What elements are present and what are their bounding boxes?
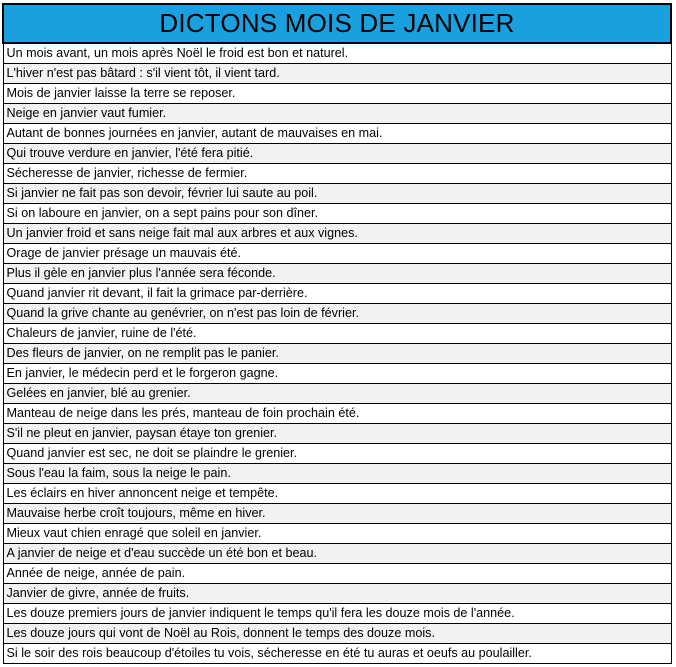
table-row bbox=[3, 464, 671, 484]
table-row bbox=[3, 384, 671, 404]
proverbs-table-body bbox=[3, 4, 671, 664]
table-row bbox=[3, 204, 671, 224]
proverb-cell[interactable]: Des fleurs de janvier, on ne remplit pas le panier. bbox=[3, 344, 671, 364]
proverb-cell[interactable]: Année de neige, année de pain. bbox=[3, 564, 671, 584]
proverb-cell[interactable]: Un janvier froid et sans neige fait mal aux arbres et aux vignes. bbox=[3, 224, 671, 244]
table-row bbox=[3, 424, 671, 444]
proverb-cell[interactable]: Janvier de givre, année de fruits. bbox=[3, 584, 671, 604]
table-row bbox=[3, 344, 671, 364]
proverb-cell[interactable]: Quand janvier est sec, ne doit se plaindre le grenier. bbox=[3, 444, 671, 464]
proverb-cell[interactable]: Les douze premiers jours de janvier indiquent le temps qu'il fera les douze mois de l'année. bbox=[3, 604, 671, 624]
proverb-cell[interactable]: Mieux vaut chien enragé que soleil en janvier. bbox=[3, 524, 671, 544]
proverb-cell[interactable]: L'hiver n'est pas bâtard : s'il vient tôt, il vient tard. bbox=[3, 64, 671, 84]
proverb-cell[interactable]: Un mois avant, un mois après Noël le froid est bon et naturel. bbox=[3, 43, 671, 64]
proverb-cell[interactable]: Gelées en janvier, blé au grenier. bbox=[3, 384, 671, 404]
table-title[interactable]: DICTONS MOIS DE JANVIER bbox=[3, 4, 671, 43]
table-row bbox=[3, 264, 671, 284]
table-row bbox=[3, 404, 671, 424]
proverb-cell[interactable]: Si le soir des rois beaucoup d'étoiles tu vois, sécheresse en été tu auras et oeufs au poulailler. bbox=[3, 644, 671, 664]
proverb-cell[interactable]: Plus il gèle en janvier plus l'année sera féconde. bbox=[3, 264, 671, 284]
table-row bbox=[3, 84, 671, 104]
proverb-cell[interactable]: Mois de janvier laisse la terre se reposer. bbox=[3, 84, 671, 104]
table-row bbox=[3, 43, 671, 64]
proverb-cell[interactable]: Manteau de neige dans les prés, manteau de foin prochain été. bbox=[3, 404, 671, 424]
table-row bbox=[3, 164, 671, 184]
proverb-cell[interactable]: Neige en janvier vaut fumier. bbox=[3, 104, 671, 124]
table-row bbox=[3, 564, 671, 584]
proverb-cell[interactable]: Orage de janvier présage un mauvais été. bbox=[3, 244, 671, 264]
proverb-cell[interactable]: Mauvaise herbe croît toujours, même en hiver. bbox=[3, 504, 671, 524]
proverbs-table bbox=[2, 3, 672, 664]
table-row bbox=[3, 364, 671, 384]
table-row bbox=[3, 104, 671, 124]
proverb-cell[interactable]: A janvier de neige et d'eau succède un été bon et beau. bbox=[3, 544, 671, 564]
proverb-cell[interactable]: Chaleurs de janvier, ruine de l'été. bbox=[3, 324, 671, 344]
proverb-cell[interactable]: Sécheresse de janvier, richesse de fermier. bbox=[3, 164, 671, 184]
table-row bbox=[3, 484, 671, 504]
table-row bbox=[3, 324, 671, 344]
proverb-cell[interactable]: Les douze jours qui vont de Noël au Rois, donnent le temps des douze mois. bbox=[3, 624, 671, 644]
proverb-cell[interactable]: Quand janvier rit devant, il fait la grimace par-derrière. bbox=[3, 284, 671, 304]
proverb-cell[interactable]: Quand la grive chante au genévrier, on n'est pas loin de février. bbox=[3, 304, 671, 324]
table-row bbox=[3, 444, 671, 464]
table-row bbox=[3, 584, 671, 604]
proverb-cell[interactable]: Les éclairs en hiver annoncent neige et tempête. bbox=[3, 484, 671, 504]
table-row bbox=[3, 504, 671, 524]
table-row bbox=[3, 244, 671, 264]
proverb-cell[interactable]: S'il ne pleut en janvier, paysan étaye ton grenier. bbox=[3, 424, 671, 444]
table-row bbox=[3, 604, 671, 624]
table-row bbox=[3, 544, 671, 564]
table-row bbox=[3, 124, 671, 144]
table-row bbox=[3, 144, 671, 164]
table-row bbox=[3, 524, 671, 544]
table-row bbox=[3, 304, 671, 324]
proverb-cell[interactable]: En janvier, le médecin perd et le forgeron gagne. bbox=[3, 364, 671, 384]
table-header-row bbox=[3, 4, 671, 43]
table-row bbox=[3, 624, 671, 644]
proverb-cell[interactable]: Si on laboure en janvier, on a sept pains pour son dîner. bbox=[3, 204, 671, 224]
table-row bbox=[3, 284, 671, 304]
table-row bbox=[3, 644, 671, 664]
proverb-cell[interactable]: Qui trouve verdure en janvier, l'été fera pitié. bbox=[3, 144, 671, 164]
table-row bbox=[3, 224, 671, 244]
proverb-cell[interactable]: Sous l'eau la faim, sous la neige le pain. bbox=[3, 464, 671, 484]
table-row bbox=[3, 184, 671, 204]
table-row bbox=[3, 64, 671, 84]
proverb-cell[interactable]: Si janvier ne fait pas son devoir, février lui saute au poil. bbox=[3, 184, 671, 204]
proverb-cell[interactable]: Autant de bonnes journées en janvier, autant de mauvaises en mai. bbox=[3, 124, 671, 144]
